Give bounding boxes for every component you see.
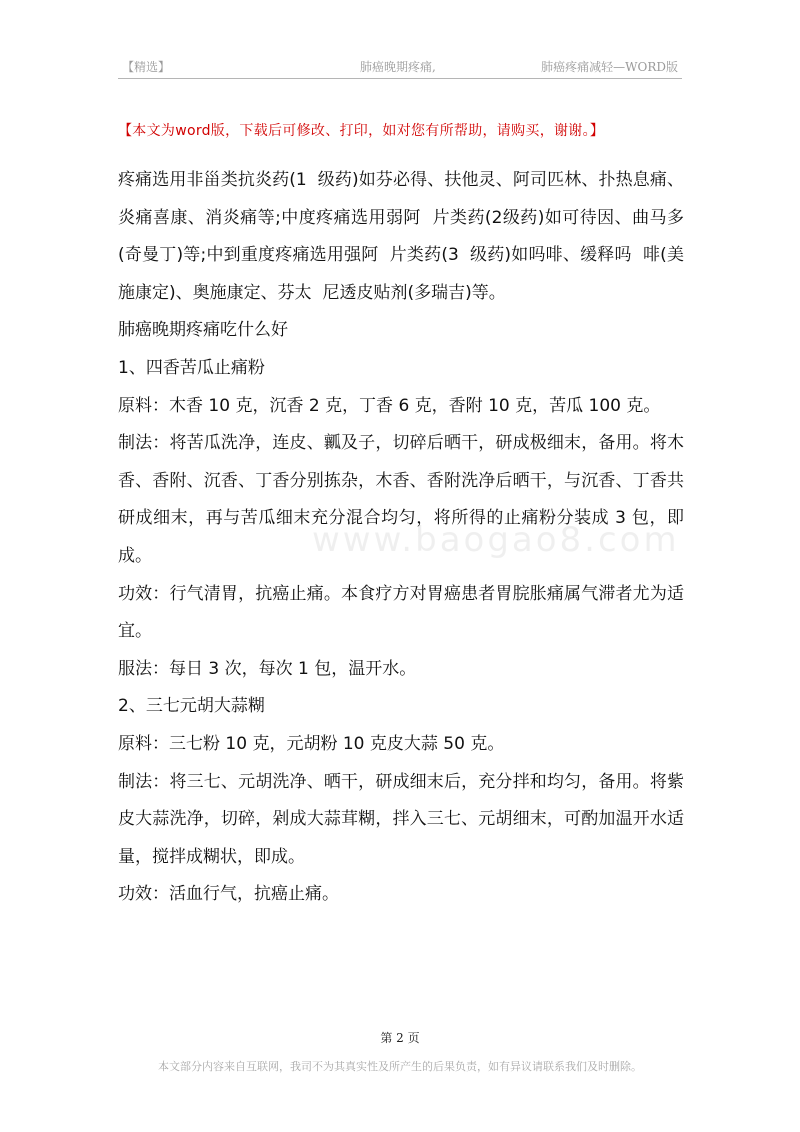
recipe-usage: 服法：每日 3 次，每次 1 包，温开水。 xyxy=(118,658,417,679)
header-center-title: 肺癌晚期疼痛, xyxy=(360,60,436,74)
recipe-effect: 功效：行气清胃，抗癌止痛。本食疗方对胃癌患者胃脘胀痛属气滞者尤为适宜。 xyxy=(118,583,684,642)
page-number: 第 2 页 xyxy=(380,1031,420,1045)
recipe-method: 制法：将苦瓜洗净，连皮、瓤及子，切碎后晒干，研成极细末，备用。将木香、香附、沉香、丁香分别拣杂，木香、香附洗净后晒干，与沉香、丁香共研成细末，再与苦瓜细末充分混合均匀，将所得的止痛粉分装成 3 包，即成。 xyxy=(118,433,684,566)
recipe-ingredients: 原料：木香 10 克，沉香 2 克，丁香 6 克，香附 10 克，苦瓜 100 克。 xyxy=(118,395,661,416)
recipe-title: 2、三七元胡大蒜糊 xyxy=(118,696,265,717)
page-header xyxy=(118,56,682,79)
recipe-method: 制法：将三七、元胡洗净、晒干，研成细末后，充分拌和均匀，备用。将紫皮大蒜洗净，切碎，剁成大蒜茸糊，拌入三七、元胡细末，可酌加温开水适量，搅拌成糊状，即成。 xyxy=(118,771,684,867)
download-notice: 【本文为word版，下载后可修改、打印，如对您有所帮助，请购买，谢谢。】 xyxy=(118,123,605,139)
header-right-label: 肺癌疼痛减轻—WORD版 xyxy=(541,60,678,74)
header-left-label: 【精选】 xyxy=(122,60,171,74)
recipe-title: 1、四香苦瓜止痛粉 xyxy=(118,357,265,378)
section-heading: 肺癌晚期疼痛吃什么好 xyxy=(118,320,288,341)
footer-disclaimer: 本文部分内容来自互联网，我司不为其真实性及所产生的后果负责，如有异议请联系我们及时删除。 xyxy=(158,1060,642,1073)
recipe-ingredients: 原料：三七粉 10 克，元胡粉 10 克皮大蒜 50 克。 xyxy=(118,733,505,754)
document-body xyxy=(118,162,684,914)
watermark-text: www.baogao8.com xyxy=(312,520,680,560)
paragraph-pain-medication: 疼痛选用非甾类抗炎药(1 级药)如芬必得、扶他灵、阿司匹林、扑热息痛、炎痛喜康、消炎痛等;中度疼痛选用弱阿 片类药(2级药)如可待因、曲马多(奇曼丁)等;中到重度疼痛选用强阿 片类药(3 级药)如吗啡、缓释吗 啡(美施康定)、奥施康定、芬太 尼透皮贴剂(多瑞吉)等。 xyxy=(118,170,684,303)
recipe-effect: 功效：活血行气，抗癌止痛。 xyxy=(118,884,339,905)
